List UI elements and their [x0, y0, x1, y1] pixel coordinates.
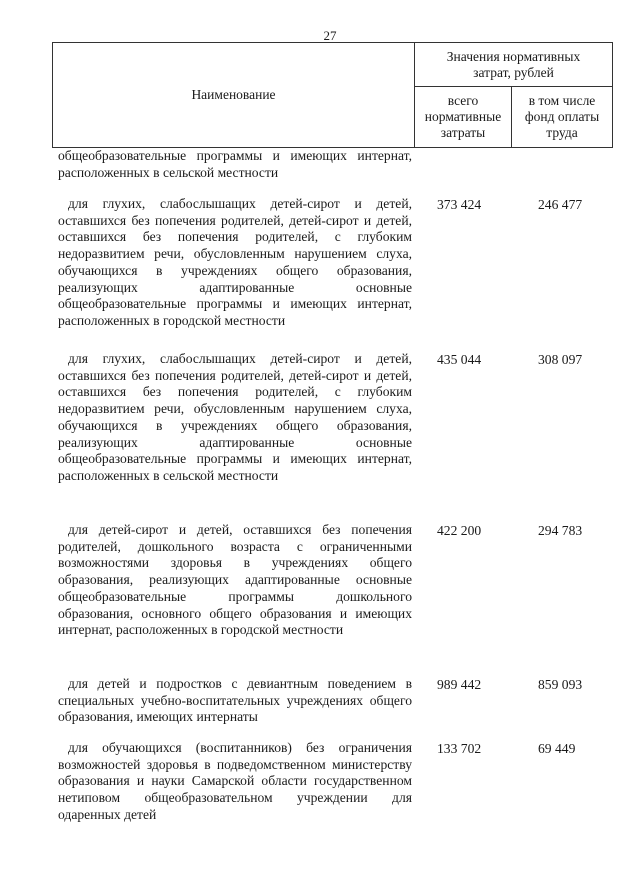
page-number: 27: [323, 28, 337, 43]
header-wage-label: в том числе фонд оплаты труда: [524, 93, 600, 140]
row-total-value: 435 044: [437, 352, 482, 367]
row-text: для детей и подростков с девиантным поведением в специальных учебно-воспитательных учреждениях общего образования, имеющих интернаты: [58, 676, 412, 725]
header-values-group-label: Значения нормативных затрат, рублей: [446, 48, 581, 80]
table-header: [52, 42, 613, 148]
row-text: для глухих, слабослышащих детей-сирот и детей, оставшихся без попечения родителей, детей-сирот и детей, оставшихся без попечения родителей, с глубоким недоразвитием речи, обусловленным нарушением слуха, обучающихся в учреждениях общего образования, реализующих адаптированные основные общеобразовательные программы и имеющих интернат, расположенных в городской местности: [58, 196, 412, 328]
row-wage-value: 859 093: [538, 677, 583, 692]
row-text: для глухих, слабослышащих детей-сирот и детей, оставшихся без попечения родителей, детей-сирот и детей, оставшихся без попечения родителей, с глубоким недоразвитием речи, обусловленным нарушением слуха, обучающихся в учреждениях общего образования, реализующих адаптированные основные общеобразовательные программы и имеющих интернат, расположенных в сельской местности: [58, 351, 412, 483]
row-text: для детей-сирот и детей, оставшихся без попечения родителей, дошкольного возраста с ограниченными возможностями здоровья в учреждениях общего образования, реализующих адаптированные основные общеобразовательные программы дошкольного образования, основного общего образования и имеющих интернат, расположенных в городской местности: [58, 522, 412, 638]
header-values-group: [415, 43, 613, 87]
row-total-value: 989 442: [437, 677, 482, 692]
header-total-label: всего нормативные затраты: [424, 93, 502, 140]
row-text: для обучающихся (воспитанников) без ограничения возможностей здоровья в подведомственном министерству образования и науки Самарской области государственном нетиповом общеобразовательном учреждении для одаренных детей: [58, 740, 412, 822]
row-total-value: 422 200: [437, 523, 482, 538]
header-total-column: [415, 87, 512, 148]
row-wage-value: 246 477: [538, 197, 583, 212]
row-total-value: 373 424: [437, 197, 482, 212]
row-wage-value: 69 449: [538, 741, 576, 756]
row-total-value: 133 702: [437, 741, 482, 756]
header-wage-column: [512, 87, 613, 148]
row-wage-value: 294 783: [538, 523, 583, 538]
continuation-text: общеобразовательные программы и имеющих интернат, расположенных в сельской местности: [58, 148, 412, 180]
header-name-column: Наименование: [53, 43, 415, 148]
row-wage-value: 308 097: [538, 352, 583, 367]
